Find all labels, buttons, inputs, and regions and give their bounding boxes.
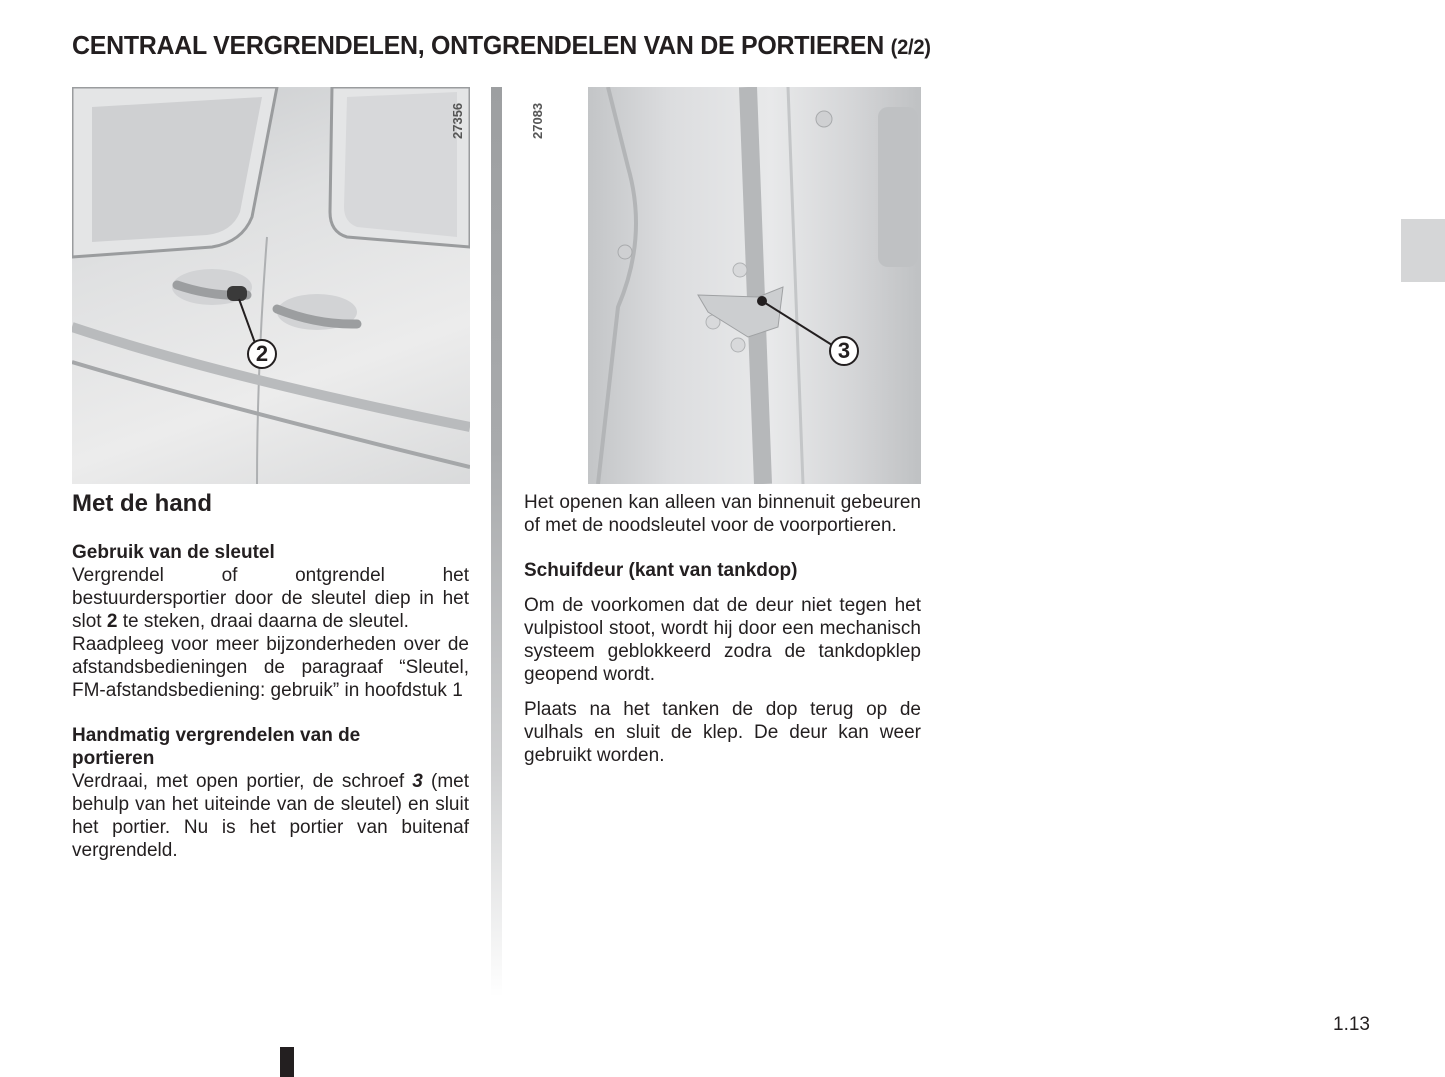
callout-3: 3 [829, 336, 859, 366]
car-doors-illustration [72, 87, 470, 484]
paragraph: Om de voorkomen dat de deur niet tegen het vulpistool stoot, wordt hij door een mechanisch systeem geblokkeerd zodra de tankdopklep geopend wordt. [524, 595, 921, 685]
figure-number: 27083 [530, 102, 545, 139]
figure-car-doors [72, 87, 470, 484]
paragraph: Plaats na het tanken de dop terug op de vulhals en sluit de klep. De deur kan weer gebruikt worden. [524, 699, 921, 766]
column-divider [491, 87, 502, 997]
page-title [72, 30, 931, 61]
text: Verdraai, met open portier, de schroef [72, 771, 413, 792]
subsection-title: Handmatig vergrendelen van de portieren [72, 725, 361, 769]
text: (met behulp van het uiteinde van de sleutel) en sluit het portier. Nu is het portier van buitenaf vergrendeld. [72, 771, 470, 861]
subsection-title: Schuifdeur (kant van tankdop) [524, 560, 798, 581]
paragraph: Raadpleeg voor meer bijzonderheden over de afstandsbedieningen de paragraaf “Sleutel, FM-afstandsbediening: gebruik” in hoofdstuk 1 [72, 634, 469, 701]
paragraph [72, 770, 469, 862]
door-lock-illustration [588, 87, 921, 484]
paragraph: Het openen kan alleen van binnenuit gebeuren of met de noodsleutel voor de voorportieren. [524, 492, 921, 536]
page-marker [280, 1047, 294, 1077]
subsection-title: Gebruik van de sleutel [72, 542, 275, 563]
figure-door-lock [588, 87, 921, 484]
text: Vergrendel of ontgrendel het bestuurdersportier door de sleutel diep in het slot [72, 565, 469, 632]
left-column [72, 489, 469, 862]
chapter-tab [1401, 219, 1445, 282]
paragraph [72, 564, 469, 633]
section-title: Met de hand [72, 490, 213, 517]
page-title-part: (2/2) [890, 36, 931, 59]
reference-number: 2 [106, 611, 118, 632]
text: te steken, draai daarna de sleutel. [117, 611, 409, 632]
figure-number: 27356 [450, 102, 465, 139]
page-number: 1.13 [1333, 1014, 1370, 1035]
callout-2: 2 [247, 339, 277, 369]
page-title-text: CENTRAAL VERGRENDELEN, ONTGRENDELEN VAN DE PORTIEREN [72, 30, 885, 60]
right-column [524, 491, 921, 767]
reference-number: 3 [412, 771, 423, 792]
